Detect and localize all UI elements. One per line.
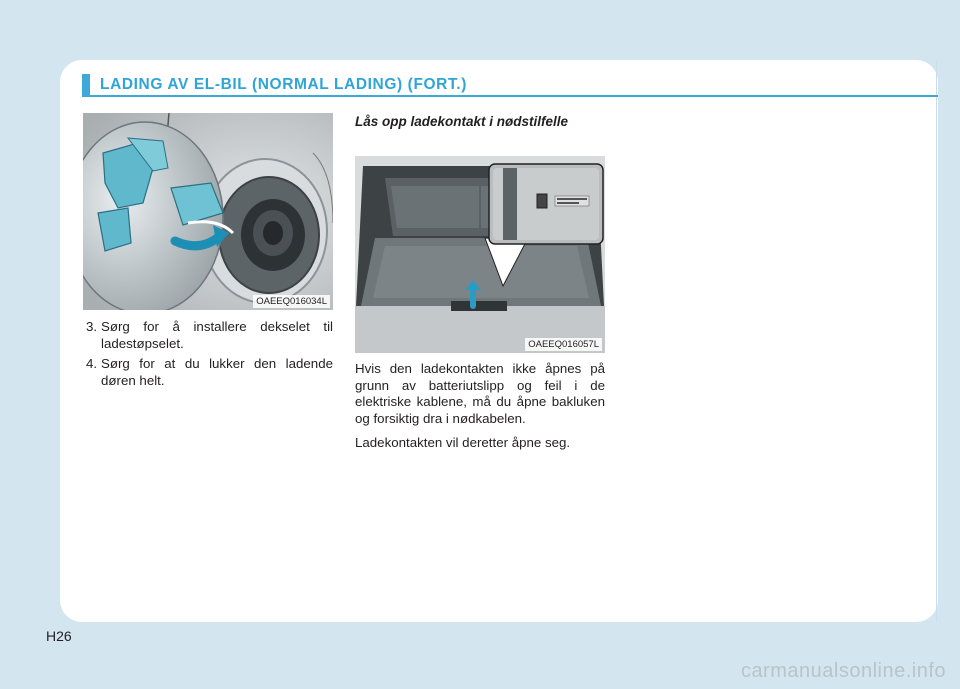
step-text: Sørg for at du lukker den ladende døren helt. xyxy=(101,356,333,388)
steps-list xyxy=(83,318,333,392)
step-item xyxy=(83,318,333,352)
trunk-figure xyxy=(355,156,605,353)
step-number: 4. xyxy=(86,356,98,371)
figure-code: OAEEQ016034L xyxy=(253,295,330,308)
paragraph: Ladekontakten vil deretter åpne seg. xyxy=(355,435,571,450)
margin-rule xyxy=(936,60,937,622)
paragraph: Hvis den ladekontakten ikke åpnes på grunn av batteriutslipp og feil i de elektriske kablene, må du åpne bakluken og forsiktig dra i nødkabelen. xyxy=(355,361,605,426)
section-title: LADING AV EL-BIL (NORMAL LADING) (FORT.) xyxy=(100,76,467,93)
watermark: carmanualsonline.info xyxy=(740,660,946,682)
charging-door-figure xyxy=(83,113,333,310)
title-rule xyxy=(82,95,938,97)
title-accent-bar xyxy=(82,74,90,96)
trunk-illustration xyxy=(355,156,605,353)
step-text: Sørg for å installere dekselet til ladestøpselet. xyxy=(101,319,333,351)
page-number: H26 xyxy=(46,628,72,644)
figure-code: OAEEQ016057L xyxy=(525,338,602,351)
step-number: 3. xyxy=(86,319,98,334)
charging-door-illustration xyxy=(83,113,333,310)
step-item xyxy=(83,355,333,389)
body-text xyxy=(355,361,605,460)
subheading: Lås opp ladekontakt i nødstilfelle xyxy=(355,114,569,129)
